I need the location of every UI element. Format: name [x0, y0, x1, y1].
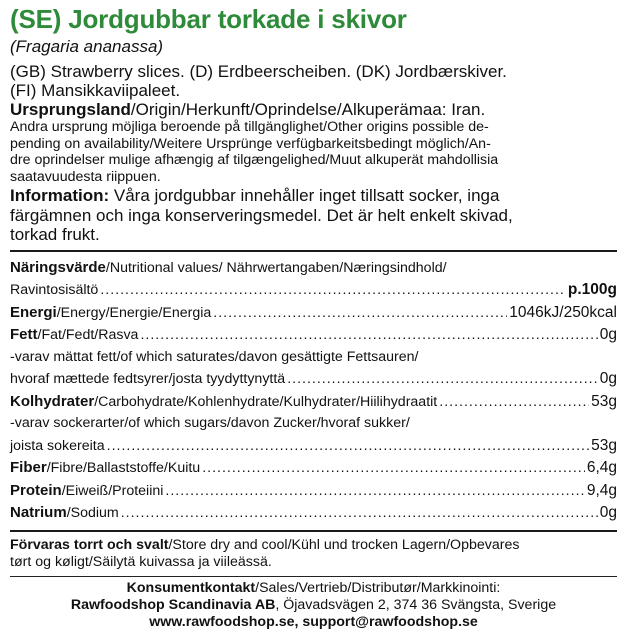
nutrition-row-header: [10, 279, 617, 302]
nutrition-header-line2: Ravintosisältö: [10, 282, 99, 298]
carbs-label: Kolhydrater: [10, 392, 95, 410]
fiber-text: /Fibre/Ballaststoffe/Kuitu: [46, 460, 201, 476]
energy-text: /Energy/Energie/Energia: [56, 304, 212, 321]
leader-dots: [202, 458, 585, 480]
contact-block: [10, 580, 617, 631]
contact-line: [10, 597, 617, 614]
company-address: , Öjavadsvägen 2, 374 36 Svängsta, Sverige: [275, 596, 557, 613]
origin-note-line: Andra ursprung möjliga beroende på tillgänglighet/Other origins possible de-: [10, 119, 489, 135]
nutrition-header-text: /Nutritional values/ Nährwertangaben/Næringsindhold/: [105, 259, 447, 276]
nutrition-row-sodium: [10, 502, 617, 525]
sodium-value: 0g: [599, 504, 617, 521]
information-text: Våra jordgubbar innehåller inget tillsatt socker, inga: [109, 186, 500, 205]
carbs-text: /Carbohydrate/Kohlenhydrate/Kulhydrater/Hiilihydraatit: [94, 393, 438, 410]
sugars-value: 53g: [591, 436, 617, 454]
translation-line: (GB) Strawberry slices. (D) Erdbeerscheiben. (DK) Jordbærskiver.: [10, 62, 507, 81]
divider: [10, 530, 617, 532]
saturates-line1: -varav mättat fett/of which saturates/davon gesättigte Fettsauren/: [10, 348, 419, 365]
origin-note-line: saatavuudesta riippuen.: [10, 168, 161, 185]
nutrition-header: [10, 257, 617, 280]
divider: [10, 576, 617, 577]
saturates-value: 0g: [599, 370, 617, 387]
nutrition-row-carbs: [10, 391, 617, 414]
origin-note-line: dre oprindelser mulige afhængig af tilgængelighed/Muut alkuperät mahdollisia: [10, 152, 499, 168]
storage-line: [10, 537, 617, 554]
information-line: färgämnen och inga konserveringsmedel. Det är helt enkelt skivad,: [10, 205, 513, 225]
contact-line: [10, 580, 617, 597]
nutrition-table: [10, 257, 617, 525]
latin-name: (Fragaria ananassa): [10, 37, 164, 56]
web-and-email[interactable]: www.rawfoodshop.se, support@rawfoodshop.se: [149, 613, 478, 630]
information-line: [10, 186, 617, 206]
storage-text: /Store dry and cool/Kühl und trocken Lagern/Opbevares: [168, 536, 520, 553]
contact-line: [10, 614, 617, 631]
nutrition-row-fiber: [10, 457, 617, 480]
protein-value: 9,4g: [586, 481, 617, 499]
storage-instructions: [10, 537, 617, 571]
protein-label: Protein: [10, 481, 62, 499]
nutrition-header-label: Näringsvärde: [10, 258, 106, 276]
leader-dots: [107, 436, 589, 458]
fat-text: /Fat/Fedt/Rasva: [37, 327, 139, 343]
energy-label: Energi: [10, 303, 57, 321]
origin-note-line: pending on availability/Weitere Ursprünge verfügbarkeitsbedingt möglich/An-: [10, 135, 491, 152]
fiber-label: Fiber: [10, 459, 47, 476]
information-block: [10, 186, 617, 245]
storage-label: Förvaras torrt och svalt: [10, 536, 169, 553]
energy-value: 1046kJ/250kcal: [509, 303, 617, 321]
nutrition-row-energy: [10, 302, 617, 325]
translations: [10, 62, 617, 100]
leader-dots: [439, 392, 589, 414]
protein-text: /Eiweiß/Proteiini: [61, 482, 164, 499]
sodium-label: Natrium: [10, 504, 67, 521]
leader-dots: [100, 280, 566, 302]
fiber-value: 6,4g: [586, 459, 617, 476]
leader-dots: [121, 503, 598, 525]
origin-label: Ursprungsland: [10, 100, 131, 119]
nutrition-row-protein: [10, 480, 617, 503]
information-label: Information:: [10, 186, 110, 205]
leader-dots: [165, 481, 584, 503]
sugars-line1: -varav sockerarter/of which sugars/davon Zucker/hvoraf sukker/: [10, 415, 410, 431]
contact-roles: /Sales/Vertrieb/Distributør/Markkinointi:: [255, 579, 501, 596]
nutrition-row-saturates: [10, 368, 617, 391]
translation-line: (FI) Mansikkaviipaleet.: [10, 81, 181, 100]
origin-line: [10, 100, 617, 119]
fat-label: Fett: [10, 326, 38, 343]
leader-dots: [140, 325, 597, 347]
origin-note: [10, 119, 617, 185]
per-100g-label: p.100g: [567, 281, 617, 298]
information-line: torkad frukt.: [10, 225, 100, 244]
nutrition-row-fat: [10, 324, 617, 347]
divider: [10, 250, 617, 252]
leader-dots: [287, 369, 598, 391]
sodium-text: /Sodium: [66, 505, 119, 521]
contact-label: Konsumentkontakt: [126, 579, 256, 596]
leader-dots: [213, 303, 507, 325]
sugars-line2: joista sokereita: [10, 437, 105, 454]
nutrition-row-sugars: [10, 435, 617, 458]
fat-value: 0g: [599, 326, 617, 343]
origin-text: /Origin/Herkunft/Oprindelse/Alkuperämaa: Iran.: [130, 100, 486, 119]
storage-line2: tørt og køligt/Säilytä kuivassa ja viileässä.: [10, 553, 272, 570]
saturates-line2: hvoraf mættede fedtsyrer/josta tyydyttynyttä: [10, 371, 286, 387]
product-title: (SE) Jordgubbar torkade i skivor: [10, 4, 407, 34]
carbs-value: 53g: [591, 392, 617, 410]
company-name: Rawfoodshop Scandinavia AB: [70, 596, 276, 613]
